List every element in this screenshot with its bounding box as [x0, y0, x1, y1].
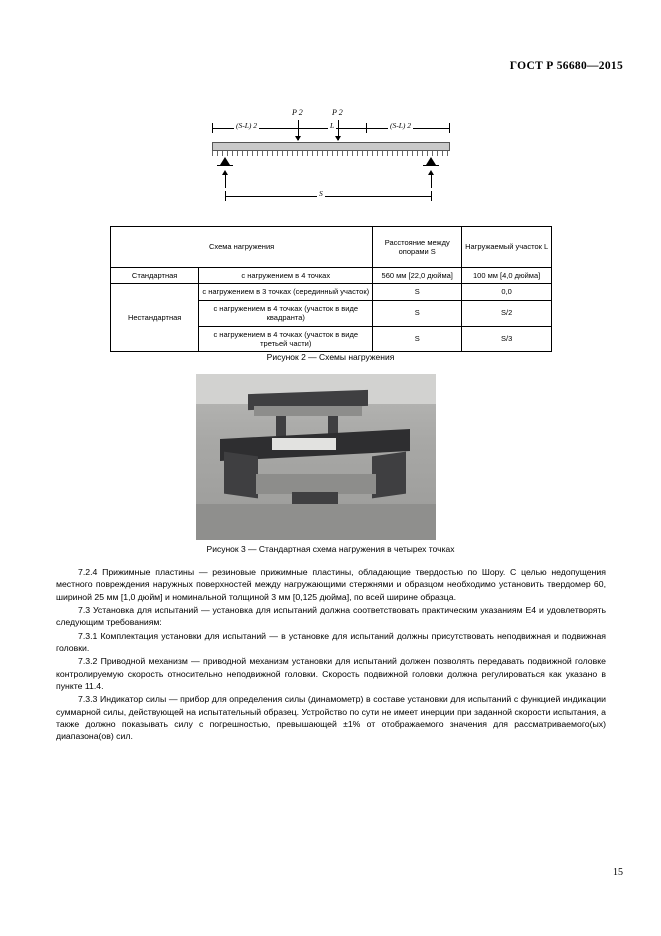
paragraph-7-3-1: 7.3.1 Комплектация установки для испытаний — в установке для испытаний должны присутствовать неподвижная и подвижная головки.	[56, 630, 606, 654]
cell-type: Стандартная	[111, 268, 199, 284]
figure-2-caption: Рисунок 2 — Схемы нагружения	[266, 352, 395, 362]
cell-span: 560 мм [22,0 дюйма]	[373, 268, 462, 284]
loading-schemes-table	[110, 226, 552, 352]
cell-scheme: с нагружением в 4 точках	[199, 268, 373, 284]
paragraph-7-3-2: 7.3.2 Приводной механизм — приводной механизм установки для испытаний должен позволять передавать подвижной головке контролируемую скорость относительно неподвижной головки. Скорость подвижной головки должна регулироваться как указано в пункте 11.4.	[56, 656, 606, 692]
cell-loaded: S/2	[462, 300, 552, 326]
photo-upper-plate	[254, 406, 362, 416]
figure-3-photo	[196, 374, 436, 540]
cell-span: S	[373, 284, 462, 300]
dim-span-label: S	[319, 189, 323, 198]
body-text	[56, 566, 606, 744]
dim-center-label: L	[330, 121, 335, 130]
cell-type: Нестандартная	[111, 284, 199, 352]
cell-span: S	[373, 300, 462, 326]
cell-scheme: с нагружением в 3 точках (серединный участок)	[199, 284, 373, 300]
figure-3-caption: Рисунок 3 — Стандартная схема нагружения в четырех точках	[206, 544, 455, 554]
table-row	[111, 284, 552, 300]
specimen-beam	[212, 142, 450, 151]
specimen-beam-hatch	[212, 151, 450, 156]
figure-2-drawing	[198, 108, 464, 216]
figure-2-load-labels	[198, 108, 464, 122]
support-left-base	[217, 165, 233, 166]
page-number: 15	[613, 867, 623, 878]
cell-loaded: 100 мм [4,0 дюйма]	[462, 268, 552, 284]
load-arrow-left	[295, 136, 301, 141]
cell-scheme: с нагружением в 4 точках (участок в виде третьей части)	[199, 326, 373, 352]
load-label-left: P 2	[292, 108, 303, 117]
photo-table-surface	[196, 504, 436, 540]
page-header: ГОСТ Р 56680—2015	[509, 60, 623, 72]
support-right-base	[423, 165, 439, 166]
photo-specimen-highlight	[272, 438, 336, 450]
photo-loading-rod-left	[276, 416, 286, 436]
header-span: Расстояние между опорами S	[373, 227, 462, 268]
paragraph-7-2-4: 7.2.4 Прижимные пластины — резиновые прижимные пластины, обладающие твердостью по Шору. С целью недопущения местного повреждения наружных поверхностей между нагружающими стержнями и образцом необходимо установить твердомер 60, шириной 25 мм [1,0 дюйм] и номинальной толщиной 3 мм [0,125 дюйма], по всей ширине образца.	[56, 567, 606, 602]
table-header-row	[111, 227, 552, 268]
load-label-right: P 2	[332, 108, 343, 117]
figure-2-top-dimensions	[212, 122, 450, 134]
photo-support-left	[224, 452, 258, 499]
reaction-line-right	[431, 174, 432, 188]
dim-left-label: (S-L) 2	[236, 121, 258, 130]
reaction-line-left	[225, 174, 226, 188]
support-right	[426, 157, 436, 165]
cell-span: S	[373, 326, 462, 352]
photo-base-plate	[256, 474, 376, 494]
paragraph-7-3: 7.3 Установка для испытаний — установка для испытаний должна соответствовать практическим указаниям Е4 и удовлетворять следующим требованиям:	[56, 605, 606, 628]
table-row	[111, 268, 552, 284]
photo-support-right	[372, 452, 406, 499]
paragraph-7-3-3: 7.3.3 Индикатор силы — прибор для определения силы (динамометр) в составе установки для испытаний с функцией индикации суммарной силы, действующей на испытательный образец. Устройство по сути не имеет инерции при заданной скорости испытания, а также должно показывать силу с погрешностью, превышающей ±1% от отображаемого значения для рассматриваемого(ых) диапазона(ов) сил.	[56, 694, 606, 742]
load-arrow-right	[335, 136, 341, 141]
header-scheme: Схема нагружения	[111, 227, 373, 268]
cell-loaded: 0,0	[462, 284, 552, 300]
dim-right-label: (S-L) 2	[390, 121, 412, 130]
cell-loaded: S/3	[462, 326, 552, 352]
support-left	[220, 157, 230, 165]
header-loaded: Нагружаемый участок L	[462, 227, 552, 268]
cell-scheme: с нагружением в 4 точках (участок в виде квадранта)	[199, 300, 373, 326]
figure-2-bottom-dimension	[212, 190, 450, 202]
